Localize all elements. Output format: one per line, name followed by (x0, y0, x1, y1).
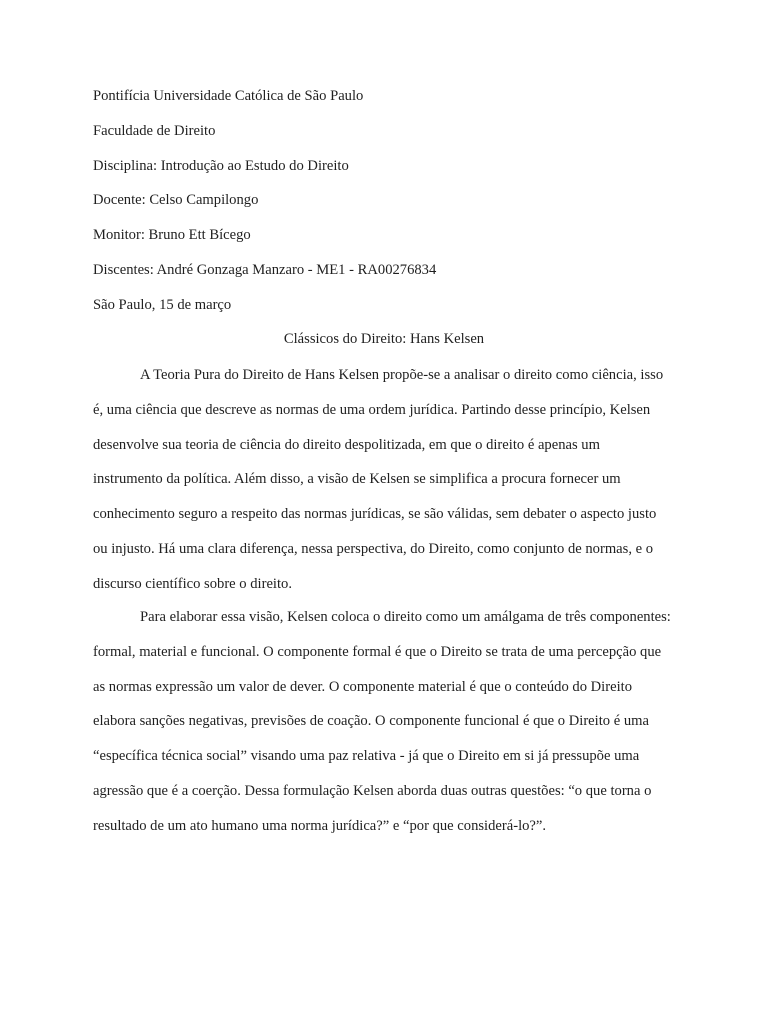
paragraph-2: Para elaborar essa visão, Kelsen coloca o direito como um amálgama de três componentes: formal, material e funcional. O componente formal é que o Direito se trata de uma percepção que as normas expressão um valor de dever. O componente material é que o conteúdo do Direito elabora sanções negativas, previsões de coação. O componente funcional é que o Direito é uma “específica técnica social” visando uma paz relativa - já que o Direito em si já pressupõe uma agressão que é a coerção. Dessa formulação Kelsen aborda duas outras questões: “o que torna o resultado de um ato humano uma norma jurídica?” e “por que considerá-lo?”. (93, 609, 671, 834)
place-date-line: São Paulo, 15 de março (93, 297, 232, 313)
discipline-line: Disciplina: Introdução ao Estudo do Direito (93, 158, 349, 174)
faculty-line: Faculdade de Direito (93, 123, 216, 139)
document-title: Clássicos do Direito: Hans Kelsen (283, 331, 485, 347)
monitor-line: Monitor: Bruno Ett Bícego (93, 227, 251, 243)
students-line: Discentes: André Gonzaga Manzaro - ME1 - RA00276834 (93, 262, 437, 278)
paragraph-1: A Teoria Pura do Direito de Hans Kelsen propõe-se a analisar o direito como ciência, isso é, uma ciência que descreve as normas de uma ordem jurídica. Partindo desse princípio, Kelsen desenvolve sua teoria de ciência do direito despolitizada, em que o direito é apenas um instrumento da política. Além disso, a visão de Kelsen se simplifica a procura fornecer um conhecimento seguro a respeito das normas jurídicas, se são válidas, sem debater o aspecto justo ou injusto. Há uma clara diferença, nessa perspectiva, do Direito, como conjunto de normas, e o discurso científico sobre o direito. (93, 367, 664, 592)
teacher-line: Docente: Celso Campilongo (93, 192, 259, 208)
university-line: Pontifícia Universidade Católica de São Paulo (93, 88, 364, 104)
